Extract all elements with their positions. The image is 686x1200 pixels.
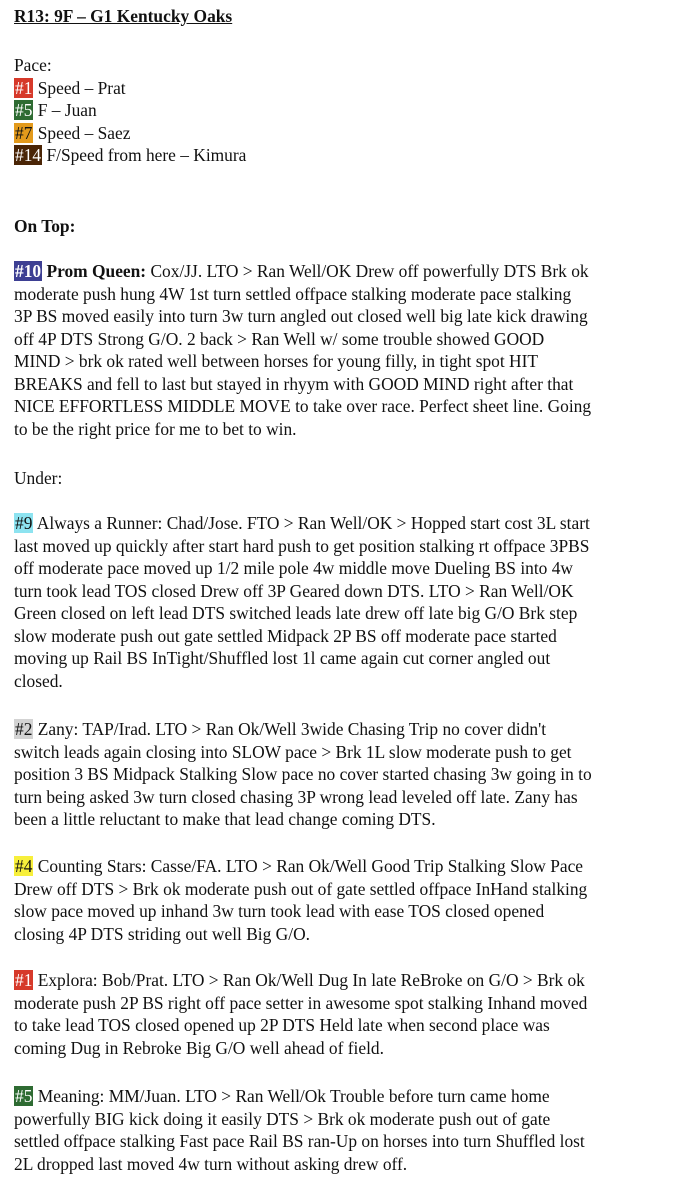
pace-item: [14, 99, 678, 122]
entry-line: MIND > brk ok rated well between horses for young filly, in tight spot HIT: [14, 351, 539, 371]
entry-line: position 3 BS Midpack Stalking Slow pace no cover started chasing 3w going in to: [14, 764, 592, 784]
entry-line: last moved up quickly after start hard push to get position stalking rt offpace 3PBS: [14, 535, 590, 556]
pace-item: [14, 144, 678, 167]
entry-line: switch leads again closing into SLOW pace > Brk 1L slow moderate push to get: [14, 741, 572, 762]
under-entry: [14, 1085, 678, 1175]
entry-line: closing 4P DTS striding out well Big G/O.: [14, 923, 310, 944]
horse-number-badge: #5: [15, 1086, 33, 1106]
entry-line: #9 Always a Runner: Chad/Jose. FTO > Ran Well/OK > Hopped start cost 3L start: [15, 513, 590, 533]
entry-line: moderate push hung 4W 1st turn settled offpace stalking moderate pace stalking: [14, 283, 572, 304]
pace-item: [14, 122, 678, 145]
under-entry: [14, 969, 678, 1059]
race-title: R13: 9F – G1 Kentucky Oaks: [14, 6, 233, 26]
entry-line: off moderate pace moved up 1/2 mile pole 4w middle move Dueling BS into 4w: [14, 558, 573, 578]
entry-line: turn took lead TOS closed Drew off 3P Geared down DTS. LTO > Ran Well/OK: [14, 580, 574, 601]
under-entry: [14, 855, 678, 945]
on-top-entry: [14, 260, 678, 440]
entry-line: 3P BS moved easily into turn 3w turn angled out closed well big late kick drawing: [14, 306, 588, 326]
entry-line: off 4P DTS Strong G/O. 2 back > Ran Well w/ some trouble showed GOOD: [14, 328, 545, 349]
pace-item-text: F/Speed from here – Kimura: [42, 145, 247, 165]
entry-line: #1 Explora: Bob/Prat. LTO > Ran Ok/Well Dug In late ReBroke on G/O > Brk ok: [15, 970, 585, 990]
horse-number-badge: #4: [15, 856, 33, 876]
entry-line: turn being asked 3w turn closed chasing 3P wrong lead leveled off late. Zany has: [14, 786, 578, 807]
entry-line: #2 Zany: TAP/Irad. LTO > Ran Ok/Well 3wide Chasing Trip no cover didn't: [15, 719, 547, 739]
entry-line: Green closed on left lead DTS switched leads late drew off late big G/O Brk step: [14, 603, 578, 623]
pace-item-text: F – Juan: [33, 100, 97, 120]
entry-line: been a little reluctant to make that lead change coming DTS.: [14, 809, 436, 829]
on-top-heading: On Top:: [14, 216, 76, 236]
entry-line: moderate push 2P BS right off pace setter in awesome spot stalking Inhand moved: [14, 992, 588, 1013]
pace-item: [14, 77, 678, 100]
entry-line: NICE EFFORTLESS MIDDLE MOVE to take over race. Perfect sheet line. Going: [14, 396, 592, 416]
entry-line: #10 Prom Queen: Cox/JJ. LTO > Ran Well/OK Drew off powerfully DTS Brk ok: [15, 261, 589, 281]
entry-line: #4 Counting Stars: Casse/FA. LTO > Ran Ok/Well Good Trip Stalking Slow Pace: [15, 856, 584, 876]
horse-number-badge: #2: [15, 719, 33, 739]
entry-line: settled offpace stalking Fast pace Rail BS ran-Up on horses into turn Shuffled lost: [14, 1131, 585, 1151]
pace-label: Pace:: [14, 55, 52, 75]
horse-number-badge: #1: [15, 77, 33, 98]
entry-line: powerfully BIG kick doing it easily DTS > Brk ok moderate push out of gate: [14, 1108, 551, 1129]
under-entry: [14, 718, 678, 831]
horse-number-badge: #10: [15, 261, 42, 281]
entry-line: #5 Meaning: MM/Juan. LTO > Ran Well/Ok Trouble before turn came home: [15, 1086, 550, 1106]
pace-section: [14, 54, 678, 167]
entry-line: closed.: [14, 670, 63, 691]
entry-line: to be the right price for me to bet to win.: [14, 418, 297, 439]
horse-number-badge: #7: [15, 122, 33, 143]
entry-line: to take lead TOS closed opened up 2P DTS Held late when second place was: [14, 1015, 550, 1035]
under-entry: [14, 512, 678, 692]
horse-name: Prom Queen:: [42, 261, 147, 281]
entry-line: moving up Rail BS InTight/Shuffled lost 1l came again cut corner angled out: [14, 648, 551, 668]
pace-item-text: Speed – Saez: [33, 122, 131, 143]
entry-line: slow moderate push out gate settled Midpack 2P BS off moderate pace started: [14, 625, 557, 646]
horse-number-badge: #9: [15, 513, 33, 533]
horse-number-badge: #14: [15, 145, 42, 165]
entry-line: BREAKS and fell to last but stayed in rhyym with GOOD MIND right after that: [14, 373, 574, 394]
horse-number-badge: #5: [15, 100, 33, 120]
horse-number-badge: #1: [15, 970, 33, 990]
entry-line: 2L dropped last moved 4w turn without asking drew off.: [14, 1153, 408, 1174]
entry-line: coming Dug in Rebroke Big G/O well ahead of field.: [14, 1037, 384, 1058]
entry-line: Drew off DTS > Brk ok moderate push out of gate settled offpace InHand stalking: [14, 878, 588, 899]
under-heading: Under:: [14, 468, 63, 488]
entry-line: slow pace moved up inhand 3w turn took lead with ease TOS closed opened: [14, 901, 545, 921]
pace-item-text: Speed – Prat: [33, 77, 126, 98]
